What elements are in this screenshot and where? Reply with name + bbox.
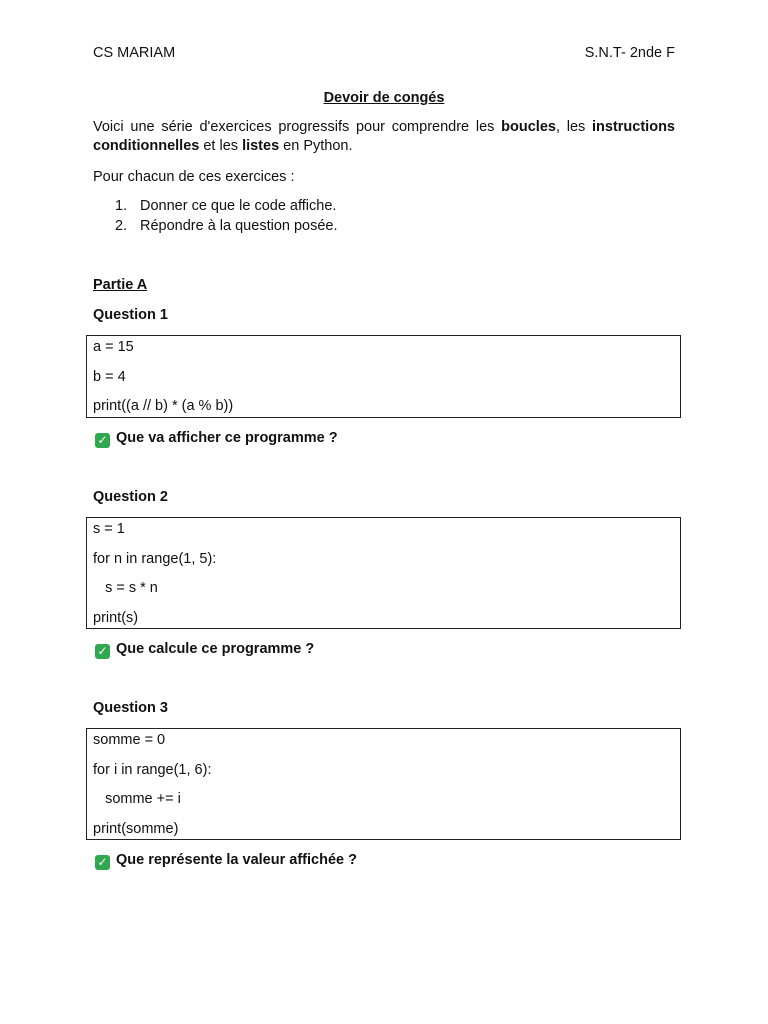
code-line: s = 1 <box>93 521 125 537</box>
question-3-code-box <box>86 728 681 840</box>
check-mark-icon: ✓ <box>95 433 110 448</box>
list-text: Donner ce que le code affiche. <box>140 198 337 214</box>
list-number: 2. <box>115 217 128 234</box>
check-mark-icon: ✓ <box>95 855 110 870</box>
question-1-title: Question 1 <box>93 307 168 323</box>
question-2-title: Question 2 <box>93 489 168 505</box>
list-item <box>93 197 338 217</box>
part-heading: Partie A <box>93 277 148 293</box>
question-1-prompt: ✓ Que va afficher ce programme ? <box>95 429 338 448</box>
page-title: Devoir de congés <box>323 90 445 106</box>
list-number: 1. <box>115 198 128 214</box>
code-line: b = 4 <box>93 369 126 385</box>
question-2-code-box <box>86 517 681 629</box>
code-line: s = s * n <box>93 580 158 596</box>
code-line: somme = 0 <box>93 732 166 748</box>
instruction-list <box>93 197 338 236</box>
question-3-prompt: ✓ Que représente la valeur affichée ? <box>95 851 357 870</box>
code-line: somme += i <box>93 791 181 807</box>
code-line: print(somme) <box>93 821 179 837</box>
code-line: print(s) <box>93 610 139 626</box>
question-1-code-box <box>86 335 681 418</box>
code-line: print((a // b) * (a % b)) <box>93 398 234 414</box>
code-line: for i in range(1, 6): <box>93 762 212 778</box>
header-left: CS MARIAM <box>93 45 176 61</box>
intro-paragraph: Voici une série d'exercices progressifs pour comprendre les boucles, les instructions conditionnelles et les listes en Python. <box>93 119 675 154</box>
code-line: for n in range(1, 5): <box>93 551 217 567</box>
list-item <box>93 217 338 237</box>
code-line: a = 15 <box>93 339 134 355</box>
question-3-title: Question 3 <box>93 700 168 716</box>
question-2-prompt: ✓ Que calcule ce programme ? <box>95 640 314 659</box>
list-text: Répondre à la question posée. <box>140 217 338 234</box>
intro-instruction: Pour chacun de ces exercices : <box>93 169 295 185</box>
header-right: S.N.T- 2nde F <box>584 45 675 61</box>
check-mark-icon: ✓ <box>95 644 110 659</box>
